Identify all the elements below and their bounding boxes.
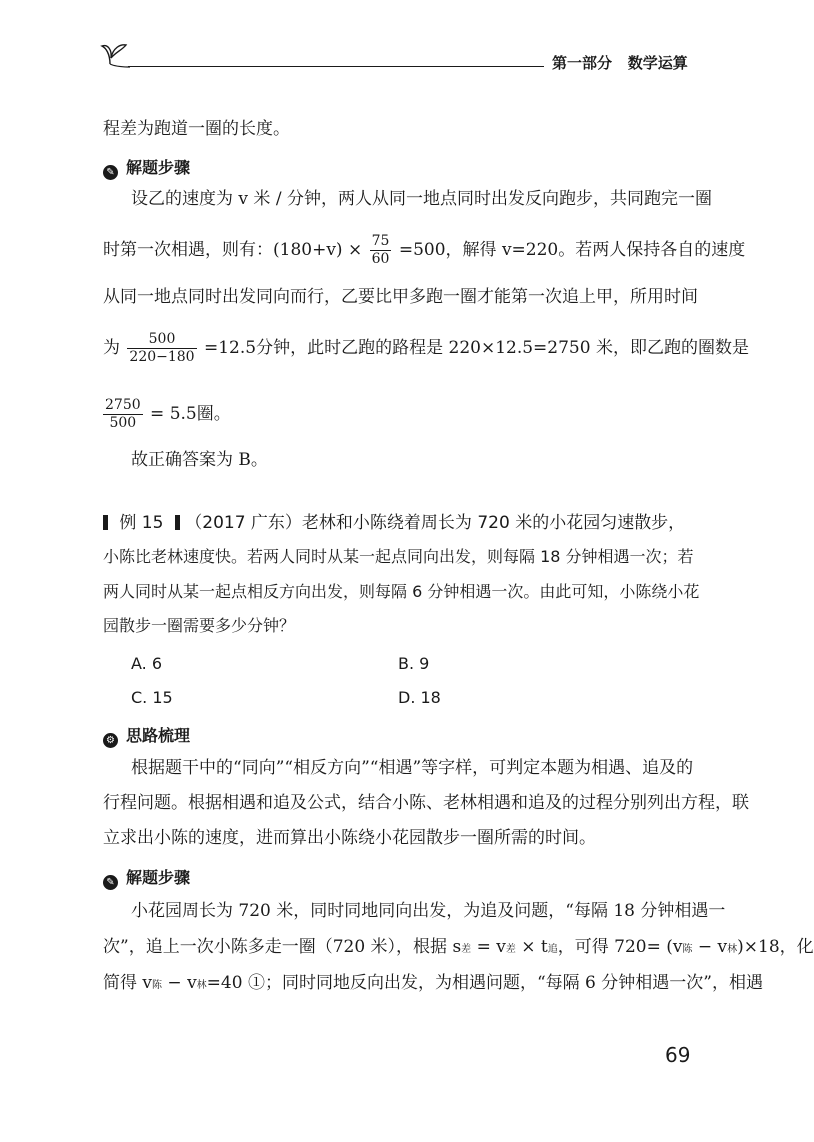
solution-steps-heading-2 [103, 866, 190, 890]
subscript: 差 [461, 944, 472, 955]
fraction-numerator: 2750 [105, 397, 141, 413]
solution-steps-label: 解题步骤 [126, 868, 191, 887]
steps1-line2-text-b: =500，解得 v=220。若两人保持各自的速度 [398, 240, 746, 260]
fraction-75-60 [370, 233, 392, 268]
gear-icon: ⚙ [103, 733, 118, 748]
steps1-line3: 从同一地点同时出发同向而行，乙要比甲多跑一圈才能第一次追上甲，所用时间 [103, 287, 698, 307]
option-c[interactable]: C. 15 [131, 688, 173, 707]
header-chapter: 数学运算 [627, 54, 688, 72]
fraction-500-40 [127, 331, 196, 366]
example-label-bar-left [103, 515, 108, 530]
example-question-line2: 小陈比老林速度快。若两人同时从某一起点同向出发，则每隔 18 分钟相遇一次；若 [103, 547, 694, 566]
steps2-line2-text-b: = v [471, 937, 506, 957]
solution-steps-heading-1 [103, 156, 190, 180]
subscript: 陈 [152, 980, 163, 991]
fraction-2750-500 [103, 397, 143, 432]
page-number: 69 [665, 1043, 691, 1067]
option-b[interactable]: B. 9 [398, 654, 430, 673]
example-label-bar-right [175, 515, 180, 530]
subscript: 差 [505, 944, 516, 955]
steps2-line3-text-b: − v [162, 973, 197, 993]
example-question-line4: 园散步一圈需要多少分钟？ [103, 616, 296, 635]
header-rule [128, 66, 544, 67]
subscript: 林 [196, 980, 207, 991]
steps2-line2-text-a: 次”，追上一次小陈多走一圈（720 米），根据 s [103, 937, 462, 957]
thinking-line2: 行程问题。根据相遇和追及公式，结合小陈、老林相遇和追及的过程分别列出方程，联 [103, 793, 749, 813]
steps2-line3-text-a: 简得 v [103, 973, 153, 993]
header-section: 第一部分 [552, 54, 613, 72]
option-a[interactable]: A. 6 [131, 654, 163, 673]
steps2-line1: 小花园周长为 720 米，同时同地同向出发，为追及问题，“每隔 18 分钟相遇一 [131, 901, 726, 921]
steps1-line2 [103, 233, 745, 268]
subscript: 追 [547, 944, 558, 955]
steps2-line2-text-f: )×18，化 [737, 937, 814, 957]
steps2-line2-text-e: − v [692, 937, 728, 957]
example-question-line3: 两人同时从某一起点相反方向出发，则每隔 6 分钟相遇一次。由此可知，小陈绕小花 [103, 582, 700, 601]
continued-paragraph: 程差为跑道一圈的长度。 [103, 119, 290, 139]
steps2-line2 [103, 935, 814, 962]
steps1-line5-text: = 5.5圈。 [150, 404, 231, 424]
fraction-denominator: 500 [109, 415, 137, 431]
steps1-answer: 故正确答案为 B。 [131, 450, 268, 470]
subscript: 陈 [682, 944, 693, 955]
pen-icon: ✎ [103, 875, 118, 890]
steps1-line1: 设乙的速度为 v 米 / 分钟，两人从同一地点同时出发反向跑步，共同跑完一圈 [131, 189, 712, 209]
steps2-line3-text-c: =40 ①；同时同地反向出发，为相遇问题，“每隔 6 分钟相遇一次”，相遇 [206, 973, 763, 993]
fraction-denominator: 220−180 [129, 349, 195, 365]
steps1-line4-text-a: 为 [103, 338, 120, 358]
option-d[interactable]: D. 18 [398, 688, 441, 707]
example-label: 例 15 [119, 513, 164, 533]
steps2-line2-text-c: × t [515, 937, 548, 957]
leaf-ornament-icon [100, 36, 140, 70]
header-title [552, 52, 688, 73]
thinking-heading [103, 724, 190, 748]
fraction-numerator: 500 [127, 331, 196, 349]
steps1-line5 [103, 397, 231, 432]
example-line1-text: （2017 广东）老林和小陈绕着周长为 720 米的小花园匀速散步， [185, 513, 686, 533]
subscript: 林 [727, 944, 738, 955]
example-question-line1 [103, 511, 685, 535]
steps2-line2-text-d: ，可得 720= (v [557, 937, 683, 957]
steps1-line4-text-b: =12.5分钟，此时乙跑的路程是 220×12.5=2750 米，即乙跑的圈数是 [204, 338, 749, 358]
thinking-line3: 立求出小陈的速度，进而算出小陈绕小花园散步一圈所需的时间。 [103, 828, 596, 848]
steps1-line2-text-a: 时第一次相遇，则有：(180+v) × [103, 240, 363, 260]
fraction-numerator: 75 [371, 233, 390, 249]
thinking-label: 思路梳理 [126, 726, 191, 745]
thinking-line1: 根据题干中的“同向”“相反方向”“相遇”等字样，可判定本题为相遇、追及的 [131, 758, 694, 778]
steps2-line3 [103, 971, 763, 998]
steps1-line4 [103, 331, 749, 366]
solution-steps-label: 解题步骤 [126, 158, 191, 177]
fraction-denominator: 60 [371, 251, 390, 267]
pen-icon: ✎ [103, 165, 118, 180]
